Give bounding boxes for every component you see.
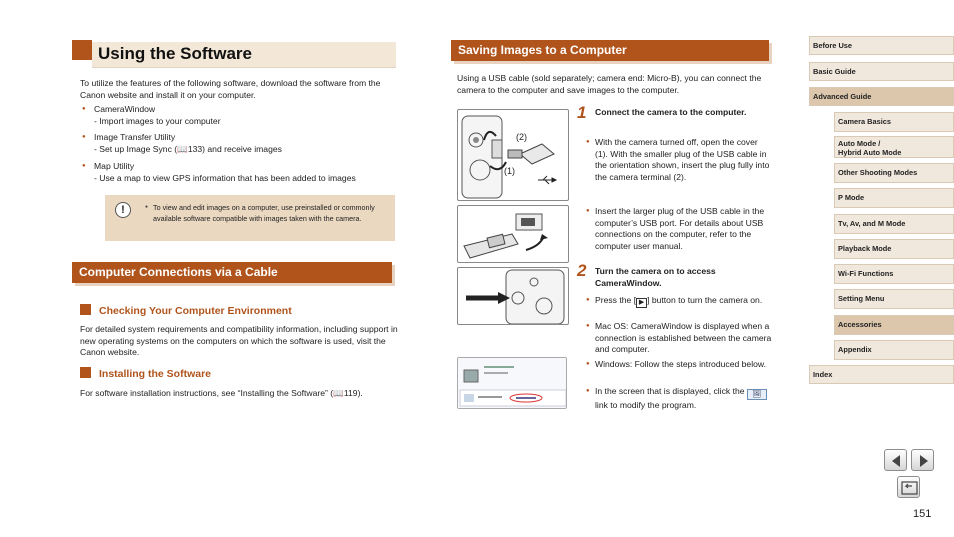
step-2-heading: Turn the camera on to access CameraWindow. (595, 266, 716, 288)
software-item-map-utility (80, 161, 400, 184)
play-button-icon: ▶ (636, 298, 647, 308)
step-number-1: 1 (577, 103, 587, 122)
nav-accessories[interactable]: Accessories (834, 315, 954, 335)
page-ref[interactable]: 119 (343, 388, 358, 398)
software-name: ● Image Transfer Utility (80, 132, 400, 144)
install-software-text: For software installation instructions, see “Installing the Software” (📖119). (80, 388, 363, 398)
change-program-link-icon: 🖼 (747, 389, 767, 400)
step-1-bullet-2: ● Insert the larger plug of the USB cable in the computer’s USB port. For details about USB connections on the computer, refer to the computer user manual. (586, 206, 772, 252)
nav-camera-basics[interactable]: Camera Basics (834, 112, 954, 132)
step-number-2: 2 (577, 261, 587, 280)
note-text: ● To view and edit images on a computer, use preinstalled or commonly available software compatible with images taken with the camera. (145, 202, 385, 224)
nav-basic-guide[interactable]: Basic Guide (809, 62, 954, 81)
nav-tv-av-m-mode[interactable]: Tv, Av, and M Mode (834, 214, 954, 234)
nav-playback-mode[interactable]: Playback Mode (834, 239, 954, 259)
nav-wifi-functions[interactable]: Wi-Fi Functions (834, 264, 954, 284)
previous-page-button[interactable] (884, 449, 907, 471)
software-desc: - Use a map to view GPS information that has been added to images (94, 172, 356, 183)
title-marker (72, 40, 92, 60)
step-2-bullet-3: ● Windows: Follow the steps introduced below. (586, 359, 772, 371)
note-box (105, 195, 395, 241)
software-name: ● Map Utility (80, 161, 400, 173)
saving-intro-text: Using a USB cable (sold separately; camera end: Micro-B), you can connect the camera to the computer and save images to the computer. (457, 73, 762, 95)
nav-appendix[interactable]: Appendix (834, 340, 954, 360)
intro-text: To utilize the features of the following software, download the software from the Canon website and install it on your computer. (80, 78, 381, 100)
book-icon: 📖 (177, 143, 188, 154)
return-button[interactable] (897, 476, 920, 498)
step-2-bullet-2: ● Mac OS: CameraWindow is displayed when a connection is established between the camera and computer. (586, 321, 772, 356)
section-heading-saving-images: Saving Images to a Computer (451, 40, 769, 61)
camera-usb-illustration (457, 109, 569, 201)
section-heading-computer-connections: Computer Connections via a Cable (72, 262, 392, 283)
step-2-bullet-1: ● Press the [ ▶ ] button to turn the camera on. (586, 295, 772, 308)
software-desc: - Set up Image Sync (📖133) and receive images (94, 143, 282, 154)
camerawindow-screenshot (457, 357, 567, 409)
step-1-bullet-1: ● With the camera turned off, open the cover (1). With the smaller plug of the USB cable in the orientation shown, insert the plug fully into the camera terminal (2). (586, 137, 772, 183)
computer-usb-illustration (457, 205, 569, 263)
page-number: 151 (913, 508, 932, 520)
next-page-button[interactable] (911, 449, 934, 471)
callout-label-2: (2) (516, 132, 527, 142)
subheading-check-environment: Checking Your Computer Environment (80, 304, 292, 317)
check-environment-text: For detailed system requirements and compatibility information, including support in new operating systems on the computers on which the software is used, visit the Canon website. (80, 324, 398, 357)
heading-marker (80, 367, 91, 378)
nav-setting-menu[interactable]: Setting Menu (834, 289, 954, 309)
nav-p-mode[interactable]: P Mode (834, 188, 954, 208)
software-item-camerawindow (80, 104, 400, 127)
nav-auto-mode[interactable]: Auto Mode / Hybrid Auto Mode (834, 136, 954, 158)
arrow-left-icon (885, 450, 908, 472)
software-item-image-transfer (80, 132, 400, 155)
subheading-install-software: Installing the Software (80, 367, 211, 380)
return-icon (898, 477, 921, 499)
arrow-right-icon (912, 450, 935, 472)
page-ref[interactable]: 133 (187, 143, 203, 154)
software-name: ● CameraWindow (80, 104, 400, 116)
software-desc: - Import images to your computer (94, 115, 221, 126)
camera-play-button-illustration (457, 267, 569, 325)
page-title-block (72, 40, 396, 68)
nav-other-shooting-modes[interactable]: Other Shooting Modes (834, 163, 954, 183)
heading-marker (80, 304, 91, 315)
step-1-heading: Connect the camera to the computer. (595, 107, 747, 117)
nav-before-use[interactable]: Before Use (809, 36, 954, 55)
book-icon: 📖 (333, 388, 344, 398)
nav-advanced-guide[interactable]: Advanced Guide (809, 87, 954, 106)
exclamation-icon: ! (115, 202, 131, 218)
nav-index[interactable]: Index (809, 365, 954, 384)
step-2-bullet-4: ● In the screen that is displayed, click the 🖼 link to modify the program. (586, 386, 772, 412)
page-title: Using the Software (98, 44, 252, 63)
callout-label-1: (1) (504, 166, 515, 176)
